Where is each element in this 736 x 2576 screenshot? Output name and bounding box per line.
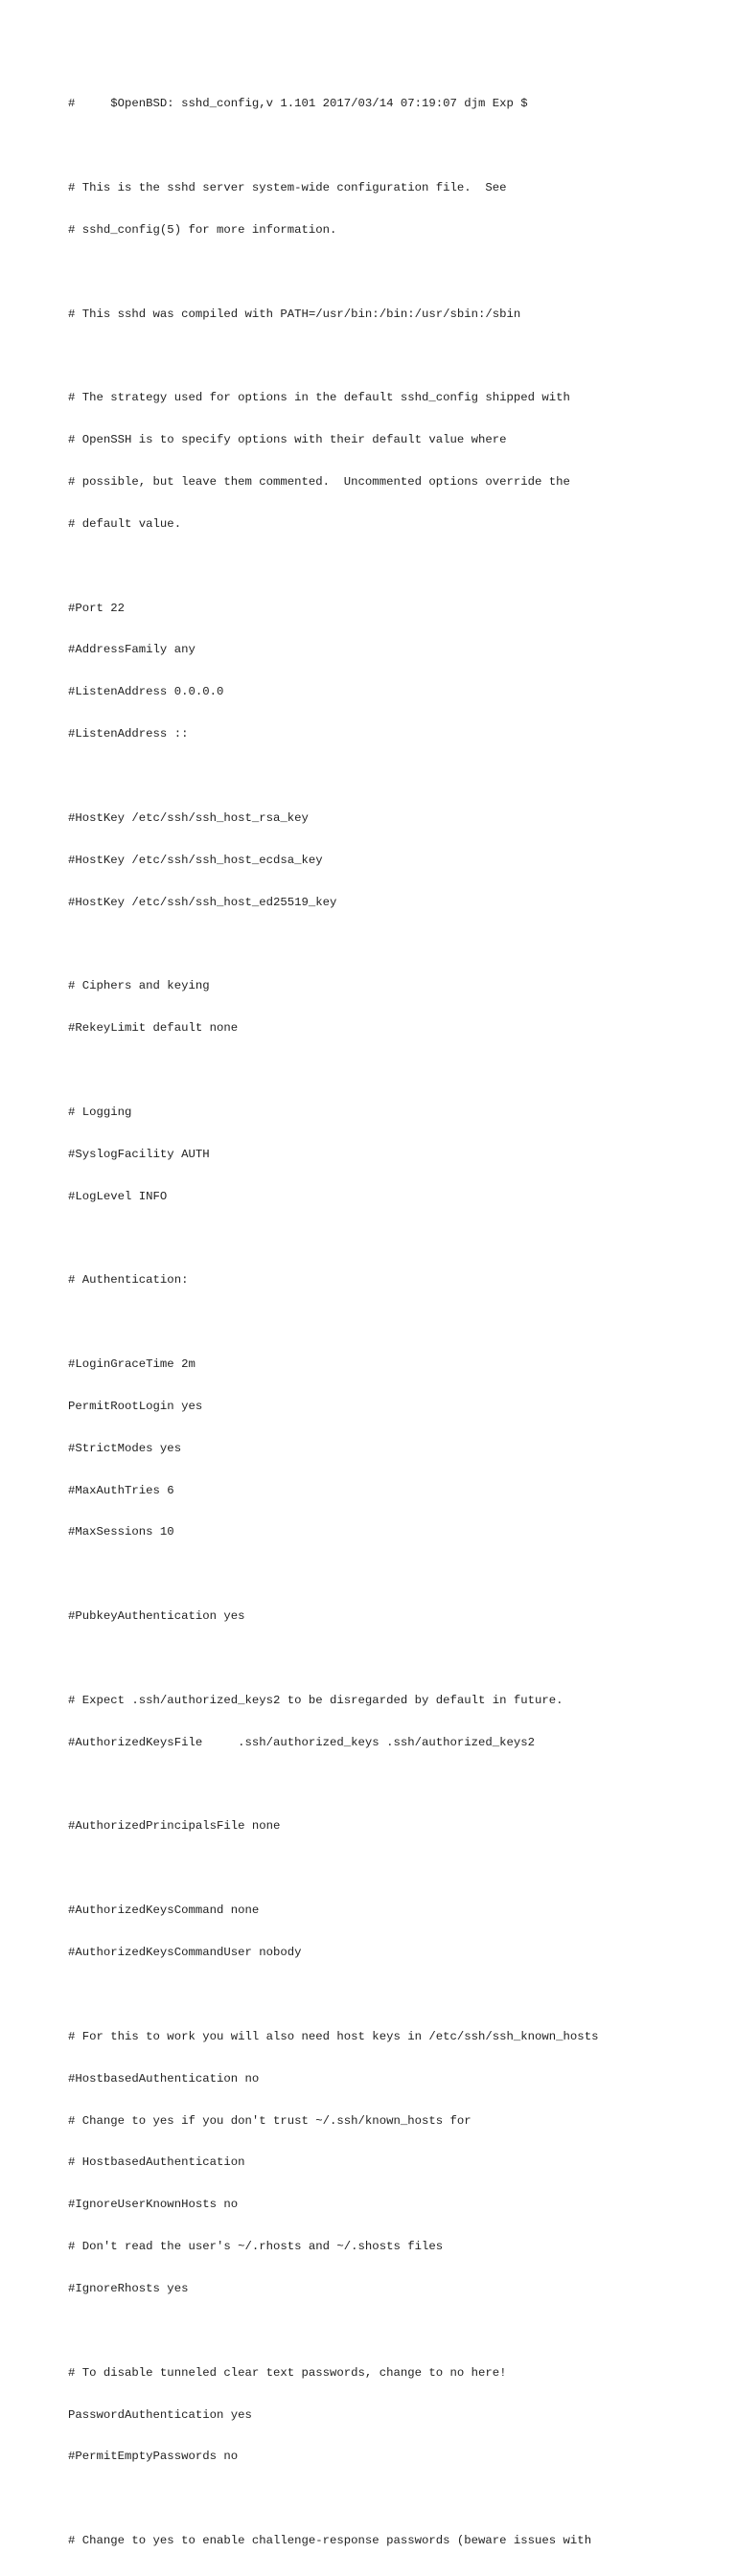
config-line: # Logging xyxy=(68,1105,132,1119)
config-line xyxy=(68,559,598,574)
config-line: #AuthorizedPrincipalsFile none xyxy=(68,1819,281,1834)
config-line: #SyslogFacility AUTH xyxy=(68,1147,210,1161)
config-line: # To disable tunneled clear text passwords, change to no here! xyxy=(68,2365,507,2380)
config-line: #AuthorizedKeysFile .ssh/authorized_keys .ssh/authorized_keys2 xyxy=(68,1735,536,1749)
config-line xyxy=(68,1988,598,2002)
config-line: #MaxSessions 10 xyxy=(68,1525,174,1539)
config-file-text xyxy=(68,69,598,2576)
config-line: #HostbasedAuthentication no xyxy=(68,2071,260,2086)
config-line xyxy=(68,937,598,951)
config-line: # The strategy used for options in the default sshd_config shipped with xyxy=(68,391,570,405)
config-line: # This is the sshd server system-wide configuration file. See xyxy=(68,180,507,194)
config-line: #PermitEmptyPasswords no xyxy=(68,2450,239,2464)
config-line: #ListenAddress 0.0.0.0 xyxy=(68,685,224,699)
config-line: # sshd_config(5) for more information. xyxy=(68,222,337,237)
config-line: #LoginGraceTime 2m xyxy=(68,1357,196,1372)
config-line: # For this to work you will also need host keys in /etc/ssh/ssh_known_hosts xyxy=(68,2029,599,2043)
config-line xyxy=(68,769,598,784)
config-line: #MaxAuthTries 6 xyxy=(68,1483,174,1497)
config-line: #IgnoreUserKnownHosts no xyxy=(68,2198,239,2212)
config-line: # possible, but leave them commented. Uncommented options override the xyxy=(68,474,570,489)
config-line: #LogLevel INFO xyxy=(68,1189,168,1203)
config-line: # Change to yes if you don't trust ~/.ssh/known_hosts for xyxy=(68,2113,472,2128)
config-line xyxy=(68,1063,598,1078)
config-line xyxy=(68,1778,598,1792)
config-line: #StrictModes yes xyxy=(68,1441,182,1455)
config-line xyxy=(68,349,598,363)
config-line xyxy=(68,2324,598,2338)
config-line: #ListenAddress :: xyxy=(68,727,189,741)
config-line xyxy=(68,139,598,153)
config-line: # Don't read the user's ~/.rhosts and ~/.shosts files xyxy=(68,2240,444,2254)
config-line: # default value. xyxy=(68,516,182,531)
config-line xyxy=(68,1567,598,1582)
config-line: PasswordAuthentication yes xyxy=(68,2407,252,2422)
config-line: # HostbasedAuthentication xyxy=(68,2155,245,2170)
config-line xyxy=(68,1231,598,1245)
config-line: #PubkeyAuthentication yes xyxy=(68,1609,245,1624)
config-line: # Change to yes to enable challenge-response passwords (beware issues with xyxy=(68,2534,592,2548)
config-line: #AddressFamily any xyxy=(68,643,196,657)
config-line: # Expect .ssh/authorized_keys2 to be disregarded by default in future. xyxy=(68,1693,564,1707)
config-line: #HostKey /etc/ssh/ssh_host_ecdsa_key xyxy=(68,853,323,867)
config-line xyxy=(68,2492,598,2506)
config-line: # This sshd was compiled with PATH=/usr/bin:/bin:/usr/sbin:/sbin xyxy=(68,307,521,321)
config-line xyxy=(68,1861,598,1876)
config-line xyxy=(68,1652,598,1666)
config-line xyxy=(68,265,598,280)
config-line: # $OpenBSD: sshd_config,v 1.101 2017/03/14 07:19:07 djm Exp $ xyxy=(68,97,528,111)
config-line: # Authentication: xyxy=(68,1273,189,1288)
config-line: #HostKey /etc/ssh/ssh_host_ed25519_key xyxy=(68,895,337,909)
config-line: #Port 22 xyxy=(68,601,126,615)
config-line xyxy=(68,1315,598,1330)
config-line: #AuthorizedKeysCommand none xyxy=(68,1904,260,1918)
config-line: # OpenSSH is to specify options with their default value where xyxy=(68,433,507,447)
config-line: #IgnoreRhosts yes xyxy=(68,2281,189,2295)
config-line: #RekeyLimit default none xyxy=(68,1021,239,1036)
config-line: # Ciphers and keying xyxy=(68,979,210,993)
config-line: #AuthorizedKeysCommandUser nobody xyxy=(68,1946,302,1960)
config-line: #HostKey /etc/ssh/ssh_host_rsa_key xyxy=(68,810,309,825)
config-line: PermitRootLogin yes xyxy=(68,1399,203,1413)
